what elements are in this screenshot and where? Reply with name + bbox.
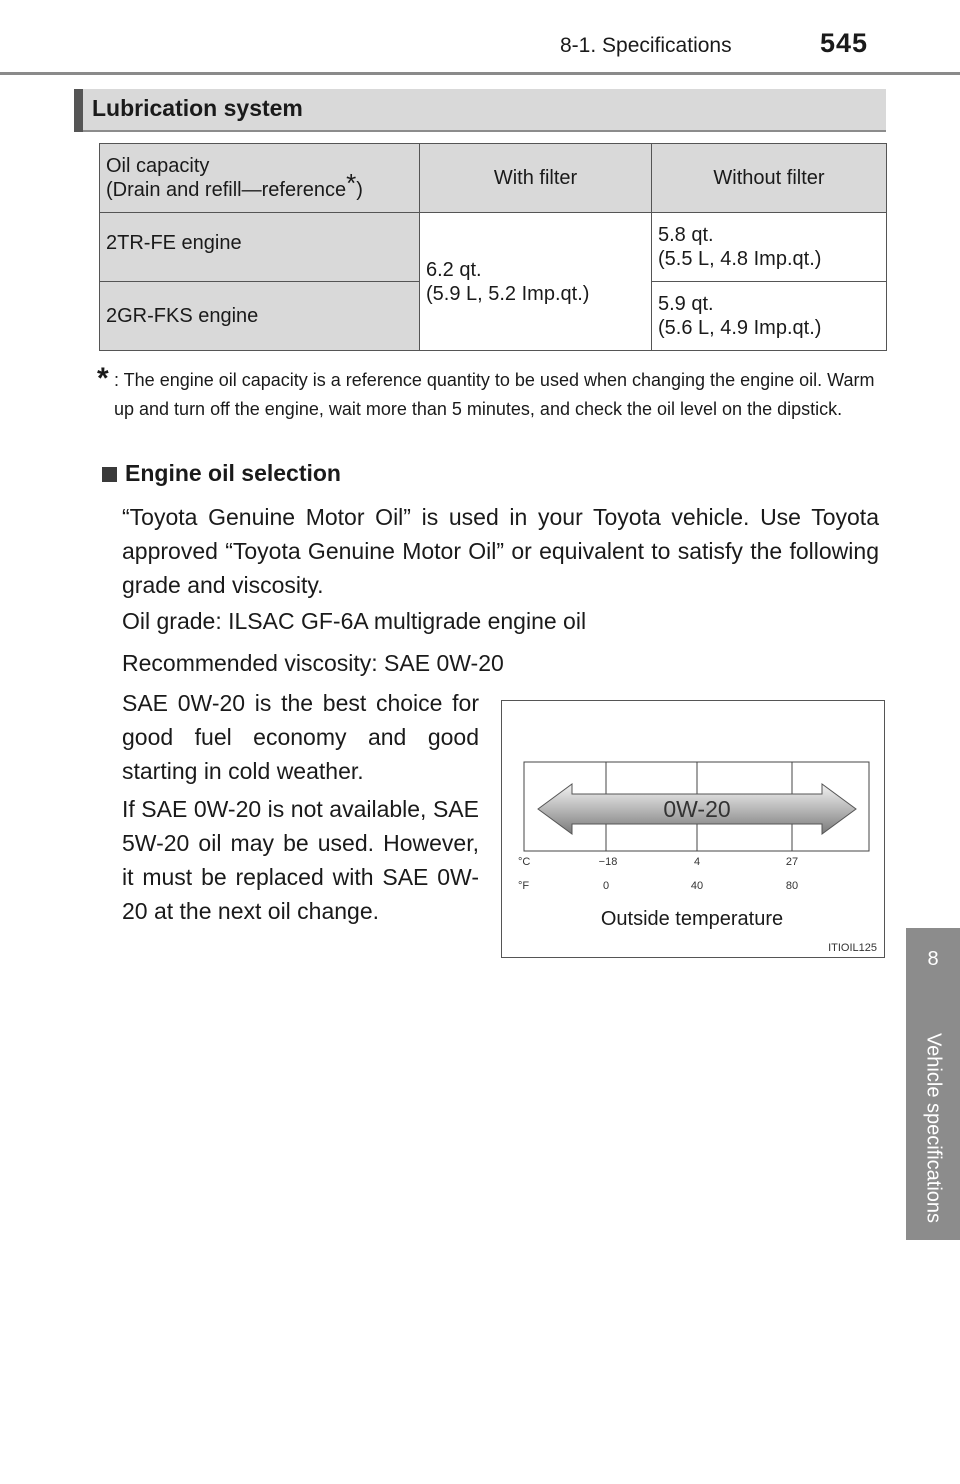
- viscosity-figure: [501, 700, 885, 958]
- header-without-filter: Without filter: [652, 144, 887, 213]
- paragraph-intro: “Toyota Genuine Motor Oil” is used in your Toyota vehicle. Use Toyota approved “Toyota Genuine Motor Oil” or equivalent to satisfy the following grade and viscosity.: [122, 504, 879, 598]
- fahrenheit-tick: 40: [690, 880, 704, 892]
- bullet-square-icon: [102, 467, 117, 482]
- paragraph-best-choice: SAE 0W-20 is the best choice for good fuel economy and good starting in cold weather.: [122, 690, 479, 784]
- paragraph-alternative: If SAE 0W-20 is not available, SAE 5W-20 oil may be used. However, it must be replaced with SAE 0W-20 at the next oil change.: [122, 796, 479, 924]
- footnote-text: : The engine oil capacity is a reference quantity to be used when changing the engine oil. Warm up and turn off the engine, wait more than 5 minutes, and check the oil level on the dipstick.: [114, 370, 875, 419]
- without-filter-value: 5.9 qt. (5.6 L, 4.9 Imp.qt.): [652, 282, 887, 351]
- celsius-tick: 27: [785, 856, 799, 868]
- viscosity-diagram: [502, 701, 884, 957]
- subsection-title: Engine oil selection: [125, 460, 341, 486]
- header-rule: [0, 72, 960, 75]
- engine-name: 2TR-FE engine: [100, 213, 420, 282]
- footnote-star: *: [97, 362, 109, 395]
- celsius-tick: 4: [693, 856, 701, 868]
- header-with-filter: With filter: [420, 144, 652, 213]
- page-number: 545: [820, 28, 869, 58]
- header-oil-capacity: Oil capacity (Drain and refill—reference*): [100, 144, 420, 213]
- chapter-label: Vehicle specifications: [922, 1032, 945, 1224]
- chapter-number: 8: [927, 948, 939, 970]
- section-title: Lubrication system: [92, 95, 303, 121]
- with-filter-value: 6.2 qt. (5.9 L, 5.2 Imp.qt.): [420, 213, 652, 351]
- celsius-unit: °C: [518, 856, 531, 868]
- section-heading: 8-1. Specifications: [560, 34, 732, 57]
- table-row: [100, 213, 887, 282]
- paragraph-viscosity: Recommended viscosity: SAE 0W-20: [122, 650, 504, 676]
- arrow-label: 0W-20: [663, 796, 731, 822]
- oil-capacity-table: [99, 143, 887, 351]
- figure-code: ITIOIL125: [828, 942, 877, 954]
- figure-caption: Outside temperature: [600, 908, 784, 930]
- paragraph-oil-grade: Oil grade: ILSAC GF-6A multigrade engine oil: [122, 608, 587, 634]
- engine-name: 2GR-FKS engine: [100, 282, 420, 351]
- fahrenheit-tick: 0: [602, 880, 610, 892]
- fahrenheit-tick: 80: [785, 880, 799, 892]
- celsius-tick: −18: [598, 856, 618, 868]
- without-filter-value: 5.8 qt. (5.5 L, 4.8 Imp.qt.): [652, 213, 887, 282]
- fahrenheit-unit: °F: [518, 880, 530, 892]
- section-bar-accent: [74, 89, 83, 132]
